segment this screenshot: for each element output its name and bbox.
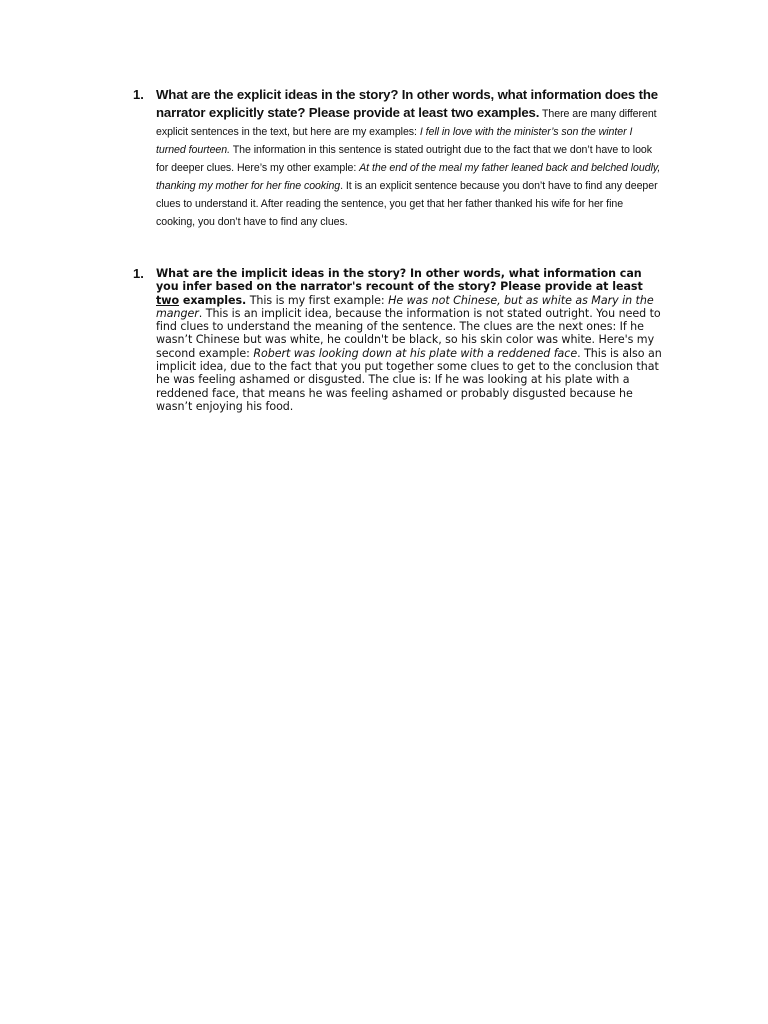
implicit-question-underlined: two xyxy=(156,293,180,307)
list-number: 1. xyxy=(133,87,144,102)
implicit-answer-conclusion: . This is also an implicit idea, due to the fact that you put together some clues to get to the conclusion that he was feeling ashamed or disgusted. The clue is: If he was looking at his plate with a reddened face, that means he was feeling ashamed or probably disgusted because he wasn’t enjoying his food. xyxy=(156,346,662,413)
implicit-quote-1: He was not Chinese, but as white as Mary in the manger xyxy=(156,293,654,320)
implicit-quote-2: Robert was looking down at his plate with a reddened face xyxy=(253,346,578,360)
explicit-answer-middle: The information in this sentence is stated outright due to the fact that we don’t have to look for deeper clues. Here’s my other example: xyxy=(156,144,653,174)
explicit-quote-2: At the end of the meal my father leaned back and belched loudly, thanking my mother for her fine cooking xyxy=(156,162,661,192)
explicit-answer-conclusion: . It is an explicit sentence because you don’t have to find any deeper clues to understand it. After reading the sentence, you get that her father thanked his wife for her fine cooking, you don’t have to find any clues. xyxy=(156,180,658,228)
explicit-ideas-body xyxy=(156,86,663,230)
implicit-question-end: examples. xyxy=(179,293,247,307)
explicit-answer-intro: There are many different explicit sentences in the text, but here are my examples: xyxy=(156,108,657,138)
explicit-question: What are the explicit ideas in the story? In other words, what information does the narrator explicitly state? Please provide at least two examples. xyxy=(156,87,658,120)
implicit-answer-intro: This is my first example: xyxy=(246,293,389,307)
implicit-question: What are the implicit ideas in the story? In other words, what information can you infer based on the narrator's recount of the story? Please provide at least xyxy=(156,267,643,294)
implicit-answer-middle: . This is an implicit idea, because the information is not stated outright. You need to find clues to understand the meaning of the sentence. The clues are the next ones: If he wasn’t Chinese but was white, he couldn't be black, so his skin color was white. Here's my second example: xyxy=(156,306,661,360)
explicit-quote-1: I fell in love with the minister’s son the winter I turned fourteen. xyxy=(156,126,633,156)
implicit-ideas-body xyxy=(156,267,663,413)
list-number: 1. xyxy=(133,266,144,281)
